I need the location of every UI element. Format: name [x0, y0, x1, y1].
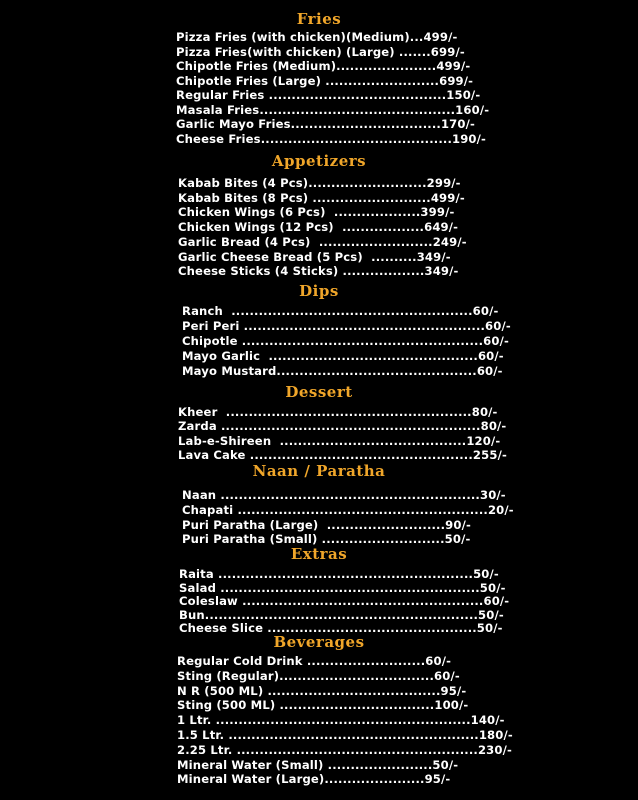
section-heading: Dessert: [285, 383, 353, 401]
menu-item: Chipotle Fries (Large) .........................699/-: [176, 73, 474, 88]
menu-item: Kabab Bites (8 Pcs) ..........................499/-: [178, 190, 465, 205]
section-heading: Appetizers: [271, 152, 367, 170]
menu-item: Mayo Mustard............................................60/-: [182, 364, 503, 378]
menu-item: Chipotle .....................................................60/-: [182, 334, 509, 348]
menu-item: Pizza Fries(with chicken) (Large) .......699/-: [176, 44, 465, 59]
menu-item: Garlic Mayo Fries.................................170/-: [176, 117, 475, 131]
menu-item: Regular Fries .......................................150/-: [176, 88, 481, 102]
menu-item: Garlic Bread (4 Pcs) .........................249/-: [178, 234, 467, 249]
section-heading: Naan / Paratha: [252, 462, 386, 480]
menu-item: Cheese Fries..........................................190/-: [176, 131, 486, 146]
menu-item: Zarda .........................................................80/-: [178, 419, 507, 434]
menu-item: Raita ........................................................50/-: [179, 567, 499, 581]
menu-item: Chapati .......................................................20/-: [182, 502, 514, 517]
menu-item: Pizza Fries (with chicken)(Medium)...499/-: [176, 30, 458, 44]
menu-item: Lava Cake .................................................255/-: [178, 447, 507, 462]
menu-item: 1.5 Ltr. .......................................................180/-: [177, 728, 513, 742]
section-heading: Beverages: [273, 633, 365, 651]
menu-item: 1 Ltr. ........................................................140/-: [177, 713, 505, 728]
menu-item: N R (500 ML) ......................................95/-: [177, 683, 467, 698]
menu-item: Chipotle Fries (Medium)......................499/-: [176, 59, 471, 73]
menu-item: Chicken Wings (12 Pcs) ..................649/-: [178, 220, 459, 235]
menu-item: Coleslaw .....................................................60/-: [179, 594, 510, 609]
menu-item: Puri Paratha (Large) ..........................90/-: [182, 517, 471, 532]
menu-item: Regular Cold Drink ..........................60/-: [177, 654, 452, 668]
menu-item: Peri Peri .....................................................60/-: [182, 319, 511, 333]
menu-item: Bun............................................................50/-: [179, 607, 504, 622]
menu-item: Sting (Regular)..................................60/-: [177, 668, 460, 683]
menu-item: Mineral Water (Small) .......................50/-: [177, 757, 459, 772]
menu-item: Lab-e-Shireen .........................................120/-: [178, 433, 501, 448]
menu-item: Puri Paratha (Small) ...........................50/-: [182, 532, 471, 547]
menu-item: 2.25 Ltr. .....................................................230/-: [177, 742, 512, 757]
menu-item: Kheer ......................................................80/-: [178, 405, 498, 419]
menu-item: Mineral Water (Large)......................95/-: [177, 772, 451, 787]
section-heading: Fries: [296, 10, 342, 28]
menu-item: Cheese Sticks (4 Sticks) ..................349/-: [178, 264, 459, 279]
menu-item: Chicken Wings (6 Pcs) ...................399/-: [178, 205, 455, 220]
menu-item: Salad .........................................................50/-: [179, 580, 506, 595]
menu-item: Kabab Bites (4 Pcs)..........................299/-: [178, 176, 461, 190]
menu-item: Naan .........................................................30/-: [182, 488, 506, 502]
menu-item: Masala Fries...........................................160/-: [176, 102, 490, 117]
menu-item: Garlic Cheese Bread (5 Pcs) ..........349/-: [178, 249, 451, 264]
menu-item: Cheese Slice ..............................................50/-: [179, 621, 503, 636]
menu-item: Mayo Garlic ..............................................60/-: [182, 349, 504, 363]
menu-item: Sting (500 ML) ..................................100/-: [177, 698, 469, 713]
section-heading: Extras: [290, 545, 348, 563]
menu-item: Ranch .....................................................60/-: [182, 304, 499, 318]
section-heading: Dips: [299, 282, 339, 300]
